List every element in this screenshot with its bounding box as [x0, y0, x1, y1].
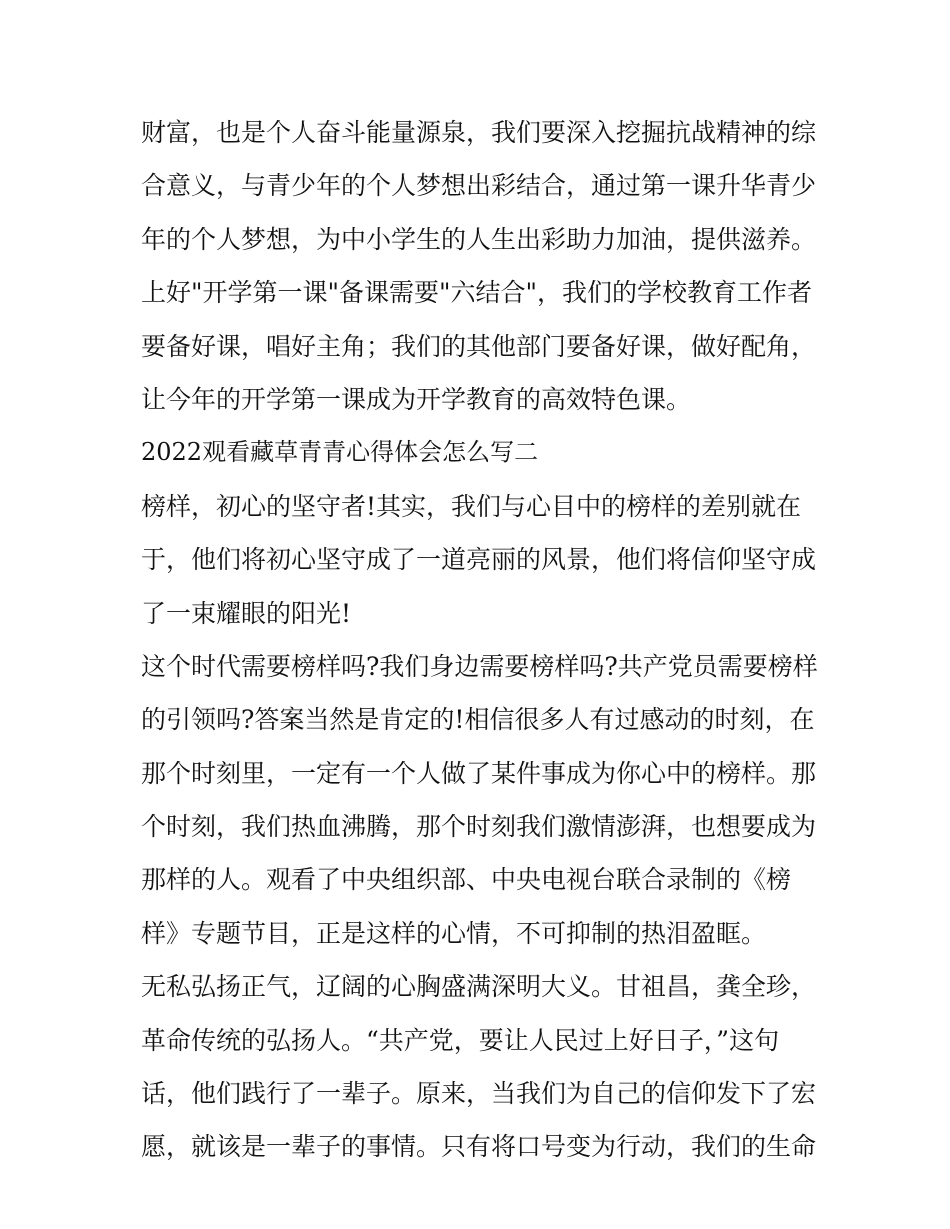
body-line: 样》专题节目，正是这样的心情，不可抑制的热泪盈眶。 — [141, 918, 767, 948]
body-line: 财富，也是个人奋斗能量源泉，我们要深入挖掘抗战精神的综 — [141, 118, 817, 147]
body-line: 的引领吗?答案当然是肯定的!相信很多人有过感动的时刻，在 — [141, 705, 815, 735]
body-line: 那样的人。观看了中央组织部、中央电视台联合录制的《榜 — [141, 865, 792, 895]
body-line: 上好"开学第一课"备课需要"六结合"，我们的学校教育工作者 — [141, 278, 812, 308]
body-line: 了一束耀眼的阳光! — [141, 598, 352, 628]
body-line: 年的个人梦想，为中小学生的人生出彩助力加油，提供滋养。 — [141, 224, 817, 254]
body-line: 话，他们践行了一辈子。原来，当我们为自己的信仰发下了宏 — [141, 1079, 817, 1109]
body-line: 革命传统的弘扬人。“共产党，要让人民过上好日子，”这句 — [141, 1025, 780, 1055]
body-line: 于，他们将初心坚守成了一道亮丽的风景，他们将信仰坚守成 — [141, 545, 817, 575]
body-line: 合意义，与青少年的个人梦想出彩结合，通过第一课升华青少 — [141, 171, 817, 201]
document-body — [141, 106, 821, 1174]
body-line: 个时刻，我们热血沸腾，那个时刻我们激情澎湃，也想要成为 — [141, 812, 817, 842]
body-line: 那个时刻里，一定有一个人做了某件事成为你心中的榜样。那 — [141, 758, 817, 788]
body-line: 榜样，初心的坚守者!其实，我们与心目中的榜样的差别就在 — [141, 491, 802, 521]
body-line: 这个时代需要榜样吗?我们身边需要榜样吗?共产党员需要榜样 — [141, 651, 818, 681]
body-line: 让今年的开学第一课成为开学教育的高效特色课。 — [141, 384, 692, 414]
body-line: 无私弘扬正气，辽阔的心胸盛满深明大义。甘祖昌，龚全珍， — [141, 972, 817, 1002]
body-line: 愿，就该是一辈子的事情。只有将口号变为行动，我们的生命 — [141, 1132, 817, 1162]
body-line: 要备好课，唱好主角；我们的其他部门要备好课，做好配角， — [141, 331, 817, 361]
section-heading: 2022观看藏草青青心得体会怎么写二 — [141, 438, 539, 467]
